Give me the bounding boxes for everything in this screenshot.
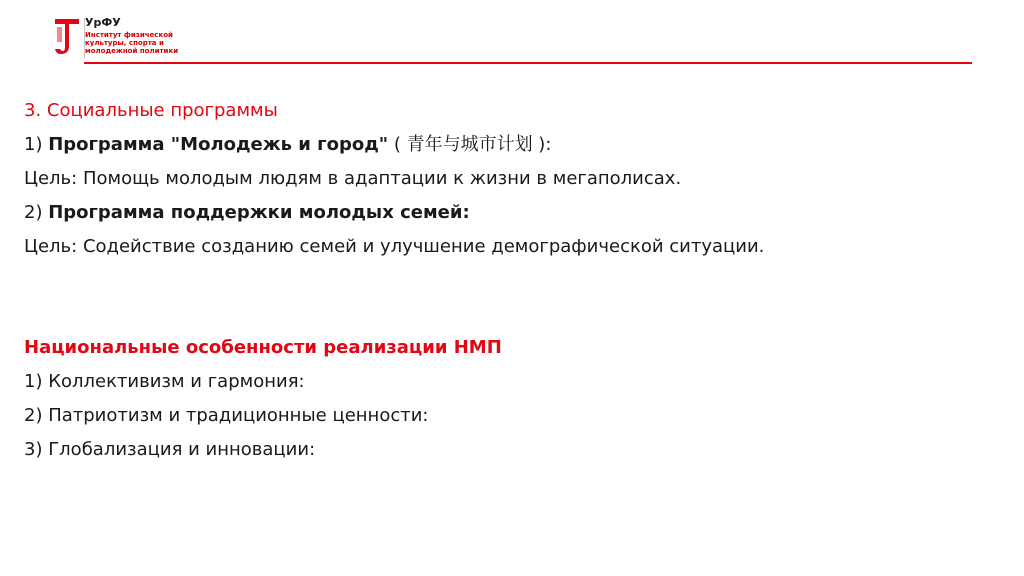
program-1-chinese: ( 青年与城市计划 ): <box>388 134 552 155</box>
org-header <box>85 16 180 55</box>
section-2-title <box>24 331 1004 365</box>
program-2-goal: Цель: Содействие созданию семей и улучшение демографической ситуации. <box>24 236 765 257</box>
feature-item: 2) Патриотизм и традиционные ценности: <box>24 405 429 426</box>
org-name: УрФУ <box>85 16 121 29</box>
urfu-logo-icon <box>54 18 80 56</box>
section-2-title-text: Национальные особенности реализации НМП <box>24 337 502 358</box>
program-2 <box>24 196 1004 230</box>
program-1-goal: Цель: Помощь молодым людям в адаптации к жизни в мегаполисах. <box>24 168 682 189</box>
slide-content <box>24 94 1004 467</box>
program-2-title: Программа поддержки молодых семей: <box>48 202 470 223</box>
section-heading: 3. Социальные программы <box>24 100 278 121</box>
program-1-title: Программа "Молодежь и город" <box>48 134 389 155</box>
program-2-number: 2) <box>24 202 49 223</box>
feature-item: 3) Глобализация и инновации: <box>24 439 316 460</box>
feature-item: 1) Коллективизм и гармония: <box>24 371 305 392</box>
header-rule <box>84 62 972 64</box>
program-1-number: 1) <box>24 134 49 155</box>
org-subtitle: Институт физической культуры, спорта и молодежной политики <box>85 31 179 55</box>
program-1 <box>24 128 1004 162</box>
